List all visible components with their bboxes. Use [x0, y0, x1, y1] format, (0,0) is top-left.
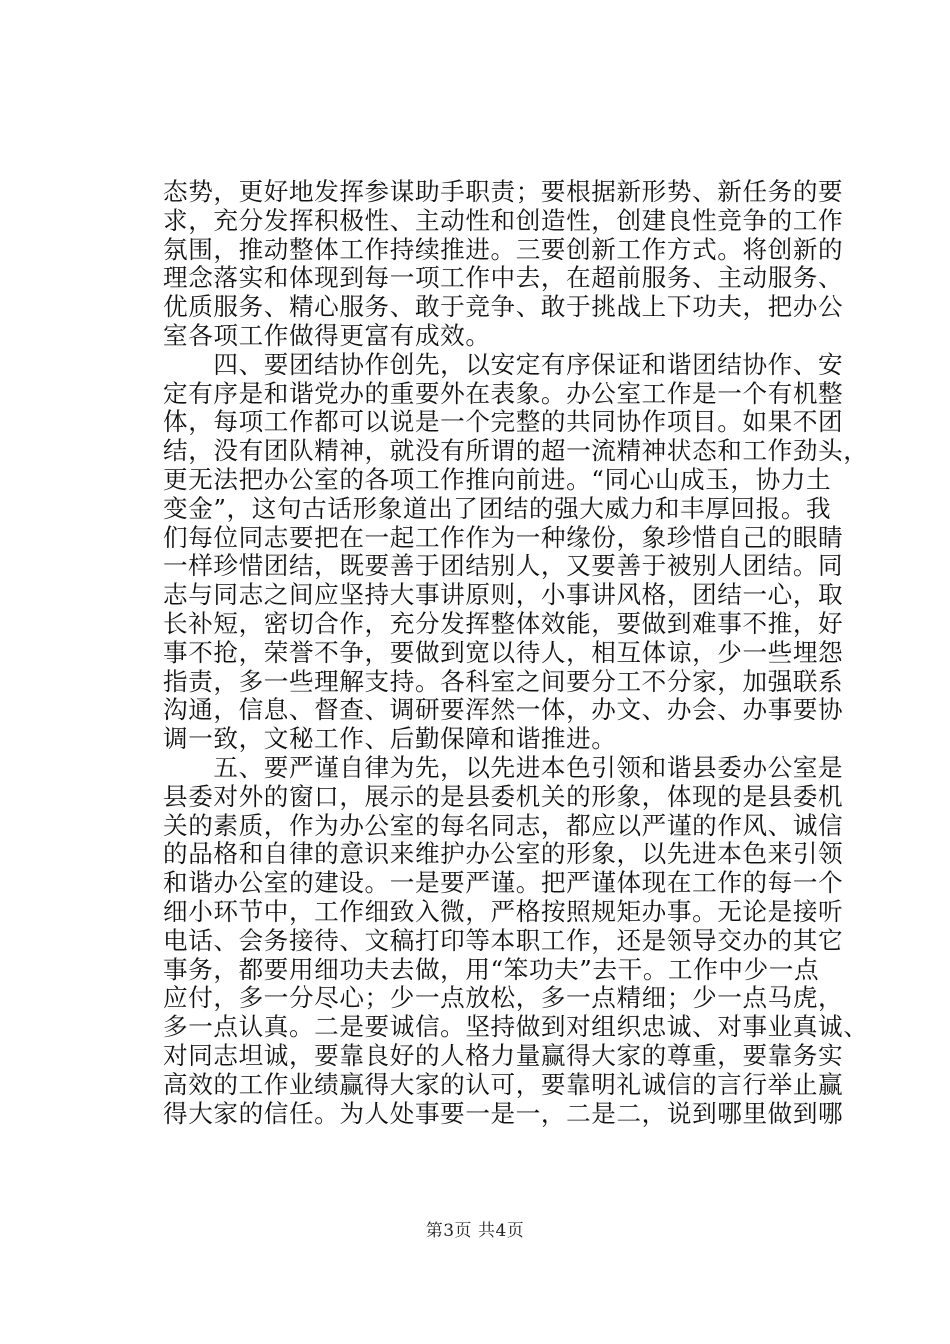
text-line: 指责，多一些理解支持。各科室之间要分工不分家，加强联系 — [163, 666, 844, 696]
text-line: 室各项工作做得更富有成效。 — [163, 320, 491, 350]
text-line: 求，充分发挥积极性、主动性和创造性，创建良性竞争的工作 — [163, 205, 844, 235]
text-line: 五、要严谨自律为先，以先进本色引领和谐县委办公室是 — [163, 752, 844, 782]
text-line: 长补短，密切合作，充分发挥整体效能，要做到难事不推，好 — [163, 608, 844, 638]
text-line: 对同志坦诚，要靠良好的人格力量赢得大家的尊重，要靠务实 — [163, 1040, 844, 1070]
page-footer: 第3页 共4页 — [425, 1221, 525, 1241]
text-line: 得大家的信任。为人处事要一是一，二是二，说到哪里做到哪 — [163, 1098, 844, 1128]
text-line: 电话、会务接待、文稿打印等本职工作，还是领导交办的其它 — [163, 925, 844, 955]
text-line: 一样珍惜团结，既要善于团结别人，又要善于被别人团结。同 — [163, 551, 844, 581]
text-line: 事不抢，荣誉不争，要做到宽以待人，相互体谅，少一些埋怨 — [163, 637, 844, 667]
text-line: 们每位同志要把在一起工作作为一种缘份，象珍惜自己的眼睛 — [163, 522, 844, 552]
text-line: 关的素质，作为办公室的每名同志，都应以严谨的作风、诚信 — [163, 810, 844, 840]
text-line: 优质服务、精心服务、敢于竞争、敢于挑战上下功夫，把办公 — [163, 292, 844, 322]
text-line: 更无法把办公室的各项工作推向前进。“同心山成玉，协力土 — [163, 464, 832, 494]
text-line: 四、要团结协作创先，以安定有序保证和谐团结协作、安 — [163, 349, 844, 379]
text-line: 态势，更好地发挥参谋助手职责；要根据新形势、新任务的要 — [163, 177, 844, 206]
text-line: 高效的工作业绩赢得大家的认可，要靠明礼诚信的言行举止赢 — [163, 1069, 844, 1099]
text-line: 氛围，推动整体工作持续推进。三要创新工作方式。将创新的 — [163, 234, 844, 264]
text-line: 沟通，信息、督查、调研要浑然一体，办文、办会、办事要协 — [163, 695, 844, 725]
text-line: 事务，都要用细功夫去做，用“笨功夫”去干。工作中少一点 — [163, 954, 820, 984]
text-line: 变金”，这句古话形象道出了团结的强大威力和丰厚回报。我 — [163, 493, 832, 523]
text-line: 应付，多一分尽心；少一点放松，多一点精细；少一点马虎， — [163, 983, 844, 1013]
text-line: 定有序是和谐党办的重要外在表象。办公室工作是一个有机整 — [163, 378, 844, 408]
text-line: 结，没有团队精神，就没有所谓的超一流精神状态和工作劲头， — [163, 436, 869, 466]
text-line: 细小环节中，工作细致入微，严格按照规矩办事。无论是接听 — [163, 896, 844, 926]
text-line: 的品格和自律的意识来维护办公室的形象，以先进本色来引领 — [163, 839, 844, 869]
text-line: 调一致，文秘工作、后勤保障和谐推进。 — [163, 724, 617, 754]
text-line: 县委对外的窗口，展示的是县委机关的形象，体现的是县委机 — [163, 781, 844, 811]
text-line: 和谐办公室的建设。一是要严谨。把严谨体现在工作的每一个 — [163, 868, 844, 898]
text-line: 体，每项工作都可以说是一个完整的共同协作项目。如果不团 — [163, 407, 844, 437]
document-body — [163, 177, 869, 1128]
text-line: 理念落实和体现到每一项工作中去，在超前服务、主动服务、 — [163, 263, 844, 293]
text-line: 志与同志之间应坚持大事讲原则，小事讲风格，团结一心，取 — [163, 580, 844, 610]
text-line: 多一点认真。二是要诚信。坚持做到对组织忠诚、对事业真诚、 — [163, 1012, 869, 1042]
